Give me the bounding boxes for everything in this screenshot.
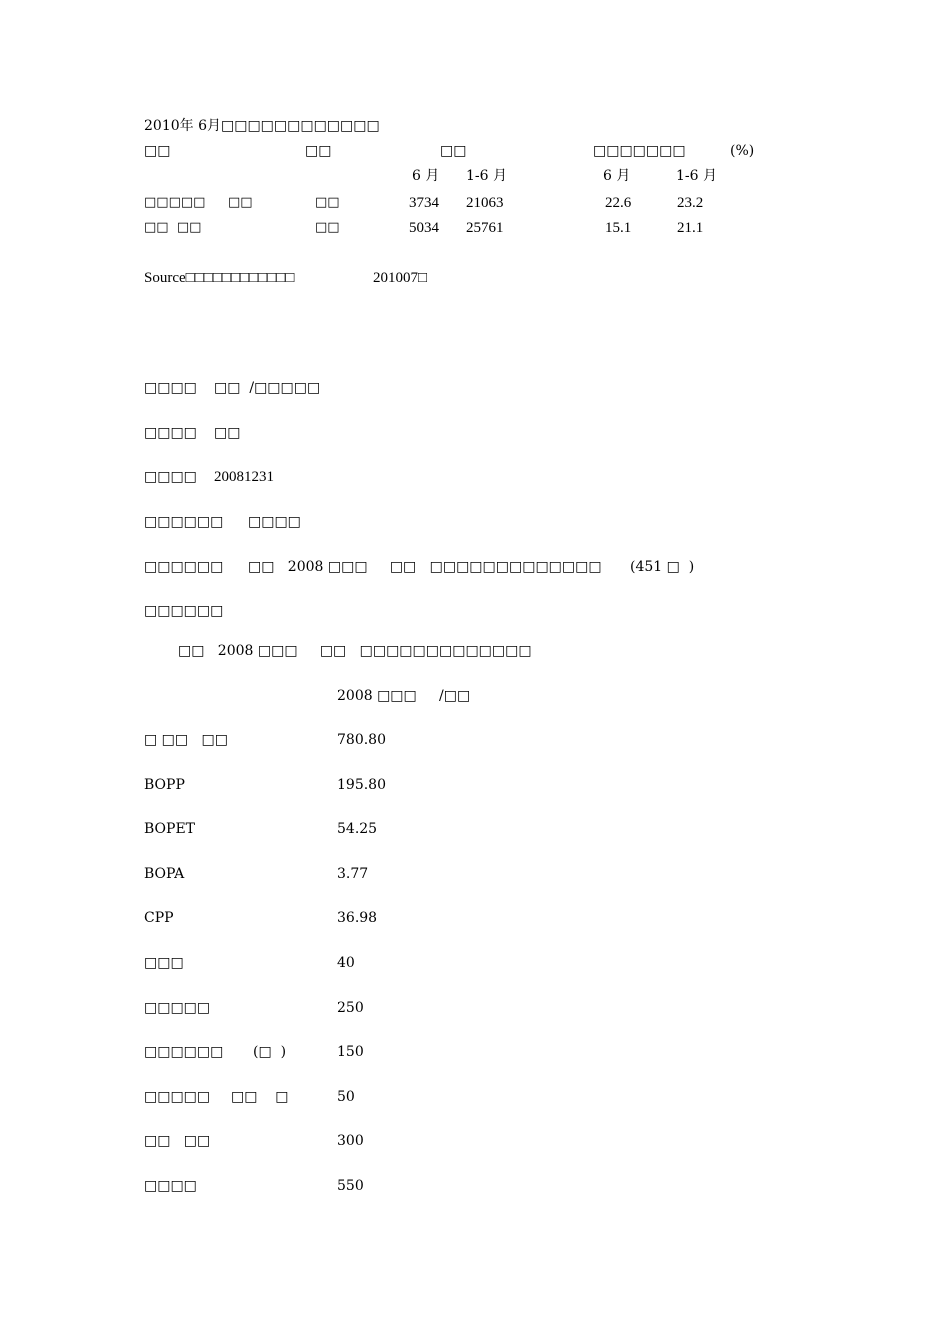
meta-label: □□□□ bbox=[144, 469, 197, 485]
table2-caption: □□ 2008 □□□ □□ □□□□□□□□□□□□□ bbox=[178, 643, 532, 659]
table1-header-unit: (%) bbox=[730, 143, 755, 159]
meta-label: □□□□□□ bbox=[144, 559, 224, 575]
table2-row-value: 3.77 bbox=[337, 866, 369, 882]
table2-row-name: □□□□ bbox=[144, 1178, 197, 1194]
table1-row-unit: □□ bbox=[315, 220, 340, 235]
table2-row-value: 300 bbox=[337, 1133, 364, 1149]
table1-row-jan-jun: 25761 bbox=[466, 220, 504, 236]
table2-row-name: BOPET bbox=[144, 821, 196, 837]
table1-header-col3: □□ bbox=[440, 143, 467, 159]
table2-row-name: BOPA bbox=[144, 866, 185, 882]
table2-row-name: □ □□ □□ bbox=[144, 732, 228, 748]
table1-row-jan-jun-pct: 21.1 bbox=[677, 220, 704, 236]
table1-header-col4: □□□□□□□ bbox=[593, 143, 686, 159]
table1-subheader-jan-jun-pct: 1-6 月 bbox=[676, 168, 717, 184]
table2-row-note: (□ ) bbox=[253, 1044, 287, 1060]
table2-header: 2008 □□□ /□□ bbox=[337, 688, 471, 704]
table2-row-name: □□□□□□ bbox=[144, 1044, 224, 1060]
table1-row-name: □□ □□ bbox=[144, 220, 202, 235]
meta-value: □□ 2008 □□□ □□ □□□□□□□□□□□□□ bbox=[248, 559, 602, 575]
meta-value: □□ /□□□□□ bbox=[214, 380, 321, 396]
table1-row-name: □□□□□ bbox=[144, 195, 206, 210]
table1-row-type: □□ bbox=[228, 195, 253, 210]
table2-row-name: □□ □□ bbox=[144, 1133, 211, 1149]
meta-value: 20081231 bbox=[214, 469, 274, 485]
table1-row-june: 5034 bbox=[409, 220, 439, 236]
table2-row-value: 780.80 bbox=[337, 732, 386, 748]
table1-header-col2: □□ bbox=[305, 143, 332, 159]
table1-subheader-june-pct: 6 月 bbox=[603, 168, 631, 184]
table1-row-unit: □□ bbox=[315, 195, 340, 210]
meta-label: □□□□□□ bbox=[144, 514, 224, 530]
table2-row-note: □□ □ bbox=[231, 1089, 289, 1105]
table1-row-june-pct: 15.1 bbox=[605, 220, 632, 236]
meta-extra: (451 □ ) bbox=[630, 559, 695, 575]
table2-row-value: 250 bbox=[337, 1000, 364, 1016]
table1-row-june: 3734 bbox=[409, 195, 439, 211]
table1-row-jan-jun-pct: 23.2 bbox=[677, 195, 704, 211]
meta-label: □□□□ bbox=[144, 380, 197, 396]
table2-row-value: 54.25 bbox=[337, 821, 378, 837]
table1-row-june-pct: 22.6 bbox=[605, 195, 632, 211]
table2-row-value: 150 bbox=[337, 1044, 364, 1060]
meta-label: □□□□ bbox=[144, 425, 197, 441]
table2-row-name: □□□□□ bbox=[144, 1089, 211, 1105]
table2-row-name: □□□□□ bbox=[144, 1000, 211, 1016]
meta-value: □□ bbox=[214, 425, 241, 441]
table2-row-value: 36.98 bbox=[337, 910, 378, 926]
meta-value: □□□□ bbox=[248, 514, 301, 530]
table1-title: 2010年 6月□□□□□□□□□□□□ bbox=[144, 118, 380, 134]
table2-row-name: BOPP bbox=[144, 777, 185, 793]
table2-row-value: 40 bbox=[337, 955, 355, 971]
table2-row-name: □□□ bbox=[144, 955, 184, 971]
table1-row-jan-jun: 21063 bbox=[466, 195, 504, 211]
table2-row-value: 550 bbox=[337, 1178, 364, 1194]
table2-row-value: 50 bbox=[337, 1089, 355, 1105]
table2-row-value: 195.80 bbox=[337, 777, 386, 793]
table2-row-name: CPP bbox=[144, 910, 174, 926]
table1-subheader-jan-jun: 1-6 月 bbox=[466, 168, 507, 184]
meta-label: □□□□□□ bbox=[144, 603, 224, 619]
source-label: Source□□□□□□□□□□□□ bbox=[144, 270, 295, 286]
source-code: 201007□ bbox=[373, 270, 428, 286]
table1-subheader-june: 6 月 bbox=[412, 168, 440, 184]
table1-header-col1: □□ bbox=[144, 143, 171, 159]
